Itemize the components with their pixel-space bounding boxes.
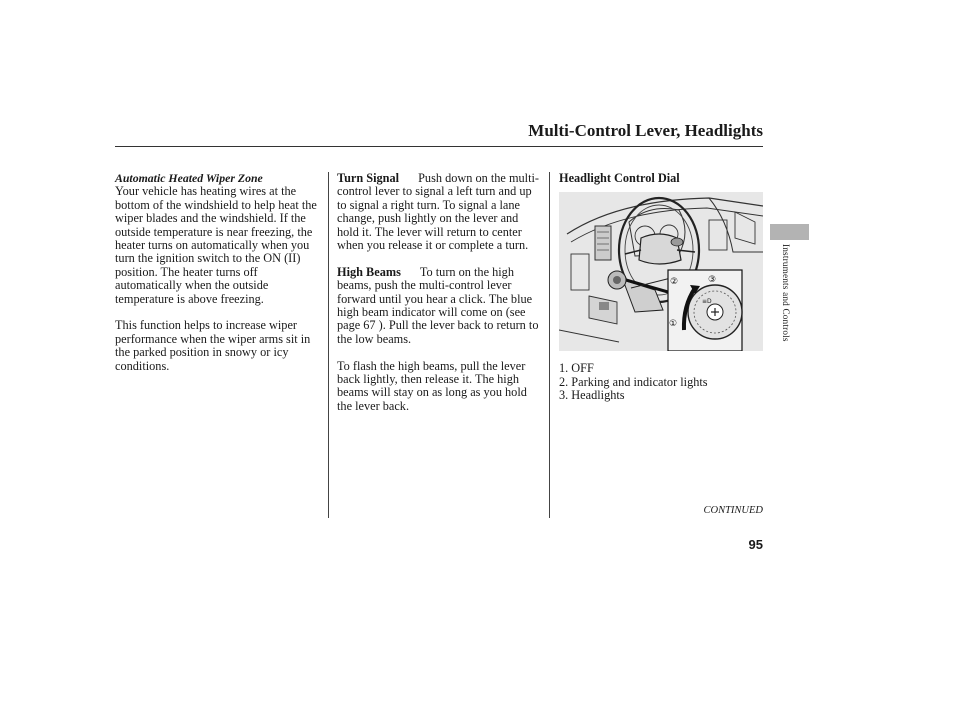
page-number: 95 — [748, 537, 763, 552]
headlight-dial-subhead: Headlight Control Dial — [559, 171, 680, 185]
column-headlight-dial — [559, 172, 764, 403]
column-divider-1 — [328, 172, 329, 518]
list-item: 1. OFF — [559, 361, 594, 376]
title-rule — [115, 146, 763, 147]
section-tab-label: Instruments and Controls — [781, 244, 791, 342]
wiper-zone-subhead: Automatic Heated Wiper Zone — [115, 171, 263, 185]
high-beams-paragraph — [337, 266, 543, 346]
column-divider-2 — [549, 172, 550, 518]
continued-label: CONTINUED — [703, 505, 763, 516]
callout-2: ② — [670, 277, 679, 288]
callout-1: ① — [669, 319, 678, 330]
flash-high-beams-paragraph: To flash the high beams, pull the lever back lightly, then release it. The high beams will stay on as long as you hold the lever back. — [337, 358, 527, 413]
headlight-dial-illustration — [559, 192, 763, 351]
wiper-zone-paragraph: Your vehicle has heating wires at the bottom of the windshield to help heat the wiper blades and the windshield. If the outside temperature is near freezing, the heater turns on automatically when you turn the ignition switch to the ON (II) position. The heater turns off automatically when the outside temperature is above freezing. — [115, 184, 317, 306]
column-turn-signal — [337, 172, 543, 413]
turn-signal-paragraph — [337, 172, 543, 252]
column-wiper-zone — [115, 172, 323, 373]
high-beams-subhead: High Beams — [337, 264, 401, 279]
callout-3: ③ — [708, 275, 717, 286]
wiper-function-paragraph: This function helps to increase wiper performance when the wiper arms sit in the parked position in snowy or icy conditions. — [115, 318, 311, 373]
turn-signal-subhead: Turn Signal — [337, 171, 400, 185]
list-item: 2. Parking and indicator lights — [559, 374, 708, 389]
turn-signal-text: Push down on the multi-control lever to signal a left turn and up to signal a right turn. To signal a lane change, push lightly on the lever and hold it. The lever will return to center when you release it or complete a turn. — [337, 171, 540, 253]
list-item: 3. Headlights — [559, 388, 625, 403]
svg-text:≡D: ≡D — [702, 298, 712, 306]
section-tab — [770, 224, 809, 240]
high-beams-text: To turn on the high beams, push the multi-control lever forward until you hear a click. The blue high beam indicator will come on (see page 67 ). Pull the lever back to return to the low beams. — [337, 264, 539, 346]
page-title: Multi-Control Lever, Headlights — [528, 121, 763, 140]
